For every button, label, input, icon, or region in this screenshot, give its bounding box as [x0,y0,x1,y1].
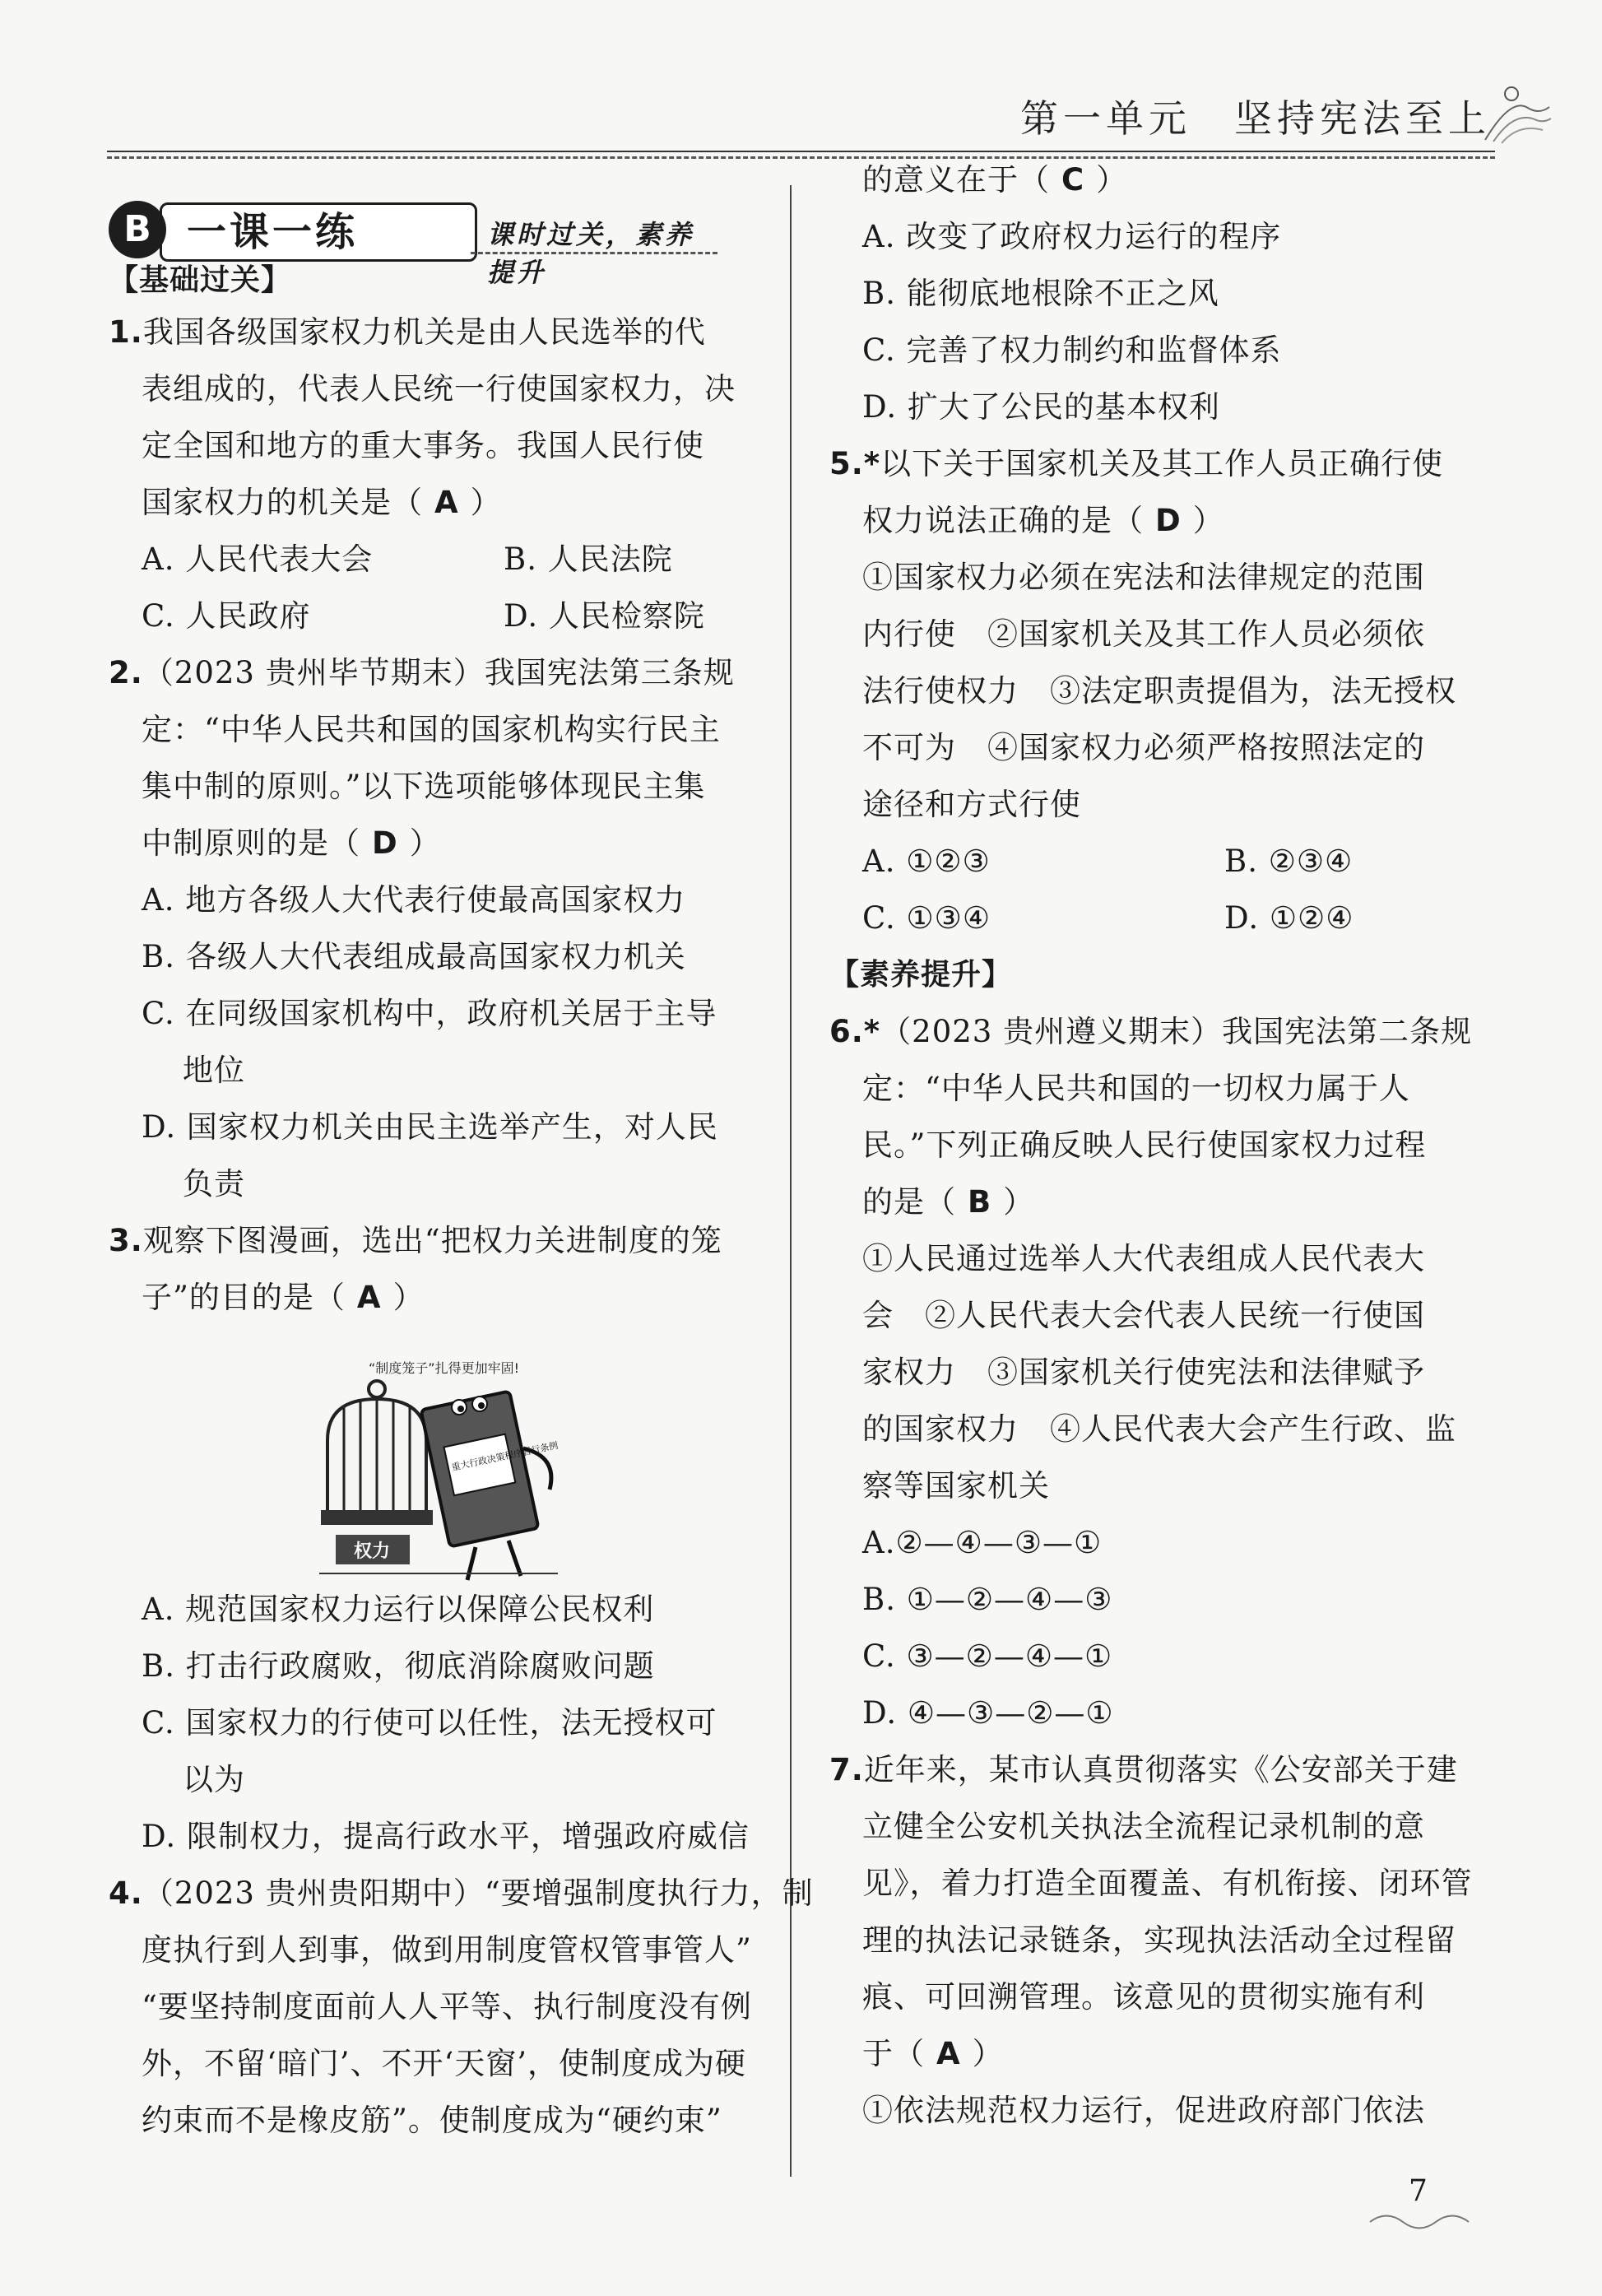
text-line [862,1628,1112,1685]
line-text: 以下关于国家机关及其工作人员正确行使 [880,446,1444,481]
line-text: D. 扩大了公民的基本权利 [862,389,1220,425]
text-line [862,1514,1102,1571]
unit-title: 第一单元 坚持宪法至上 [1020,96,1491,141]
pedestal-label: 权力 [354,1541,391,1562]
line-text: 权力说法正确的是（ [862,503,1144,538]
line-text: 法行使权力 ③法定职责提倡为，法无授权 [862,673,1456,709]
line-text: 【素养提升】 [829,958,1013,992]
text-line [183,1042,245,1099]
line-text: D. ④—③—②—① [862,1695,1114,1731]
line-text: 定全国和地方的重大事务。我国人民行使 [142,428,704,463]
question-line [829,1003,1472,1060]
line-text: 近年来，某市认真贯彻落实《公安部关于建 [863,1752,1458,1787]
line-text: 国家权力的机关是（ [142,485,423,520]
answer-letter: C [1061,162,1085,198]
section-heading [829,946,1012,1003]
text-line [862,379,1220,435]
line-text: 表组成的，代表人民统一行使国家权力，决 [142,371,736,407]
text-line [1224,833,1353,890]
question-line [109,304,706,360]
line-text: 家权力 ③国家机关行使宪法和法律赋予 [862,1355,1425,1390]
text-line [862,1344,1425,1401]
line-text: D. 限制权力，提高行政水平，增强政府威信 [142,1819,750,1854]
line-text: 不可为 ④国家权力必须严格按照法定的 [862,730,1425,765]
line-text: A. 人民代表大会 [142,541,374,577]
line-text: 见》，着力打造全面覆盖、有机衔接、闭环管 [862,1866,1473,1901]
text-line [504,531,673,588]
line-text-end: ） [392,1280,425,1315]
text-line [183,1751,245,1808]
text-line [142,531,373,588]
text-line [142,1978,752,2035]
text-line [862,2082,1425,2139]
text-line [142,2092,722,2149]
question-number: 6.* [829,1014,881,1049]
line-text: A. 地方各级人大代表行使最高国家权力 [142,882,686,918]
leaf-ornament-icon [1477,82,1553,146]
line-text: C. 在同级国家机构中，政府机关居于主导 [142,996,717,1031]
regulation-book-icon [421,1391,551,1580]
text-line [862,1401,1456,1457]
line-text: 子”的目的是（ [142,1280,346,1315]
text-line [142,985,717,1042]
line-text: 约束而不是橡皮筋”。使制度成为“硬约束” [142,2103,722,2138]
line-text: 途径和方式行使 [862,787,1081,822]
text-line [862,1571,1112,1628]
line-text: 内行使 ②国家机关及其工作人员必须依 [862,616,1425,652]
text-line [862,1968,1425,2025]
line-text: C. 完善了权力制约和监督体系 [862,332,1282,368]
line-text-end: ） [470,485,502,520]
line-text: 地位 [183,1053,245,1088]
line-text: C. 国家权力的行使可以任性，法无授权可 [142,1705,717,1741]
line-text: B. ①—②—④—③ [862,1582,1113,1617]
banner-badge: B [109,201,166,258]
line-text: C. 人民政府 [142,598,311,634]
swirl-ornament-icon [1366,2210,1473,2234]
line-text: 的是（ [862,1184,956,1220]
line-text-end: ） [1096,162,1128,198]
question-number: 5.* [829,446,881,481]
question-line [829,1741,1458,1798]
banner-title: 一课一练 [160,202,477,262]
line-text: 痕、可回溯管理。该意见的贯彻实施有利 [862,1979,1425,2015]
line-text: “要坚持制度面前人人平等、执行制度没有例 [142,1989,752,2024]
text-line [862,1798,1425,1855]
text-line [862,549,1425,606]
text-line [862,1230,1425,1287]
text-line [862,776,1081,833]
line-text: B. 打击行政腐败，彻底消除腐败问题 [142,1648,655,1684]
text-line [862,833,991,890]
line-text-end: ） [1003,1184,1035,1220]
line-text: B. ②③④ [1224,844,1354,879]
text-line [142,701,721,758]
line-text: 负责 [183,1166,245,1201]
text-line [142,417,704,474]
text-line [142,1922,752,1978]
line-text: 中制原则的是（ [142,825,360,861]
text-line [862,1685,1114,1741]
line-text: （2023 贵州贵阳期中）“要增强制度执行力，制 [142,1875,814,1911]
line-text: 理的执法记录链条，实现执法活动全过程留 [862,1922,1456,1958]
question-line [109,1212,722,1269]
question-line [109,644,735,701]
line-text: 察等国家机关 [862,1468,1050,1504]
answer-letter: A [356,1280,382,1315]
text-line [862,1174,1034,1230]
line-text-end: ） [409,825,441,861]
line-text: B. 各级人大代表组成最高国家权力机关 [142,939,686,974]
answer-letter: B [968,1184,992,1220]
line-text: 观察下图漫画，选出“把权力关进制度的笼 [142,1223,722,1258]
line-text: D. ①②④ [1224,900,1354,936]
line-text: B. 人民法院 [504,541,673,577]
line-text: 定：“中华人民共和国的一切权力属于人 [862,1071,1410,1106]
line-text: D. 人民检察院 [504,598,705,634]
text-line [142,474,502,531]
line-text: （2023 贵州毕节期末）我国宪法第三条规 [142,655,735,690]
text-line [862,1912,1456,1968]
line-text: ①国家权力必须在宪法和法律规定的范围 [862,560,1425,595]
answer-letter: D [372,825,398,861]
line-text: ①依法规范权力运行，促进政府部门依法 [862,2093,1425,2128]
answer-letter: A [936,2036,961,2071]
text-line [862,1855,1473,1912]
text-line [862,1287,1425,1344]
question-number: 1. [109,314,143,350]
text-line [142,1269,425,1326]
line-text: D. 国家权力机关由民主选举产生，对人民 [142,1109,718,1145]
text-line [142,928,686,985]
text-line [862,606,1425,662]
cartoon-illustration [311,1350,574,1590]
line-text: 外，不留‘暗门’、不开‘天窗’，使制度成为硬 [142,2046,747,2081]
line-text: C. ③—②—④—① [862,1638,1113,1674]
banner-dash [471,252,717,254]
text-line [862,890,991,946]
answer-letter: A [434,485,459,520]
line-text-end: ） [1192,503,1224,538]
text-line [862,719,1425,776]
line-text: A. 规范国家权力运行以保障公民权利 [142,1592,655,1627]
line-text: 于（ [862,2036,925,2071]
line-text: 的意义在于（ [862,162,1050,198]
line-text: （2023 贵州遵义期末）我国宪法第二条规 [880,1014,1473,1049]
text-line [142,871,685,928]
text-line [862,322,1282,379]
text-line [1224,890,1354,946]
text-line [183,1155,245,1212]
line-text: 以为 [183,1762,245,1797]
text-line [142,758,705,815]
book-label: 重大行政决策程序暂行条例 [450,1439,560,1473]
text-line [862,208,1281,265]
line-text: 的国家权力 ④人民代表大会产生行政、监 [862,1411,1456,1447]
line-text: 我国各级国家权力机关是由人民选举的代 [142,314,706,350]
question-number: 4. [109,1875,143,1911]
line-text: A. 改变了政府权力运行的程序 [862,219,1282,254]
text-line [142,815,441,871]
line-text: C. ①③④ [862,900,991,936]
text-line [862,662,1456,719]
question-line [829,435,1443,492]
text-line [142,588,311,644]
line-text: 立健全公安机关执法全流程记录机制的意 [862,1809,1425,1844]
section-heading [109,252,291,309]
text-line [142,360,736,417]
line-text: A. ①②③ [862,844,991,879]
text-line [862,151,1127,208]
line-text: 定：“中华人民共和国的国家机构实行民主 [142,712,721,747]
question-number: 7. [829,1752,864,1787]
line-text-end: ） [972,2036,1004,2071]
line-text: 【基础过关】 [109,263,292,297]
answer-letter: D [1155,503,1182,538]
line-text: 民。”下列正确反映人民行使国家权力过程 [862,1127,1427,1163]
cartoon-caption: “制度笼子”扎得更加牢固! [369,1360,519,1376]
question-number: 3. [109,1223,143,1258]
text-line [142,1808,750,1865]
banner-subtitle: 课时过关，素养提升 [487,219,695,288]
text-line [862,265,1219,322]
text-line [142,1694,717,1751]
line-text: B. 能彻底地根除不正之风 [862,276,1219,311]
line-text: ①人民通过选举人大代表组成人民代表大 [862,1241,1425,1276]
text-line [504,588,705,644]
line-text: A.②—④—③—① [862,1525,1103,1560]
line-text: 度执行到人到事，做到用制度管权管事管人” [142,1932,752,1968]
text-line [862,2025,1004,2082]
text-line [142,1638,655,1694]
text-line [142,2035,746,2092]
line-text: 会 ②人民代表大会代表人民统一行使国 [862,1298,1425,1333]
text-line [862,492,1224,549]
birdcage-icon [321,1381,433,1525]
text-line [862,1457,1050,1514]
question-line [109,1865,814,1922]
line-text: 集中制的原则。”以下选项能够体现民主集 [142,769,706,804]
page-number: 7 [1409,2174,1428,2208]
question-number: 2. [109,655,143,690]
text-line [862,1117,1426,1174]
text-line [862,1060,1410,1117]
header-rule [107,151,1495,159]
text-line [142,1099,718,1155]
